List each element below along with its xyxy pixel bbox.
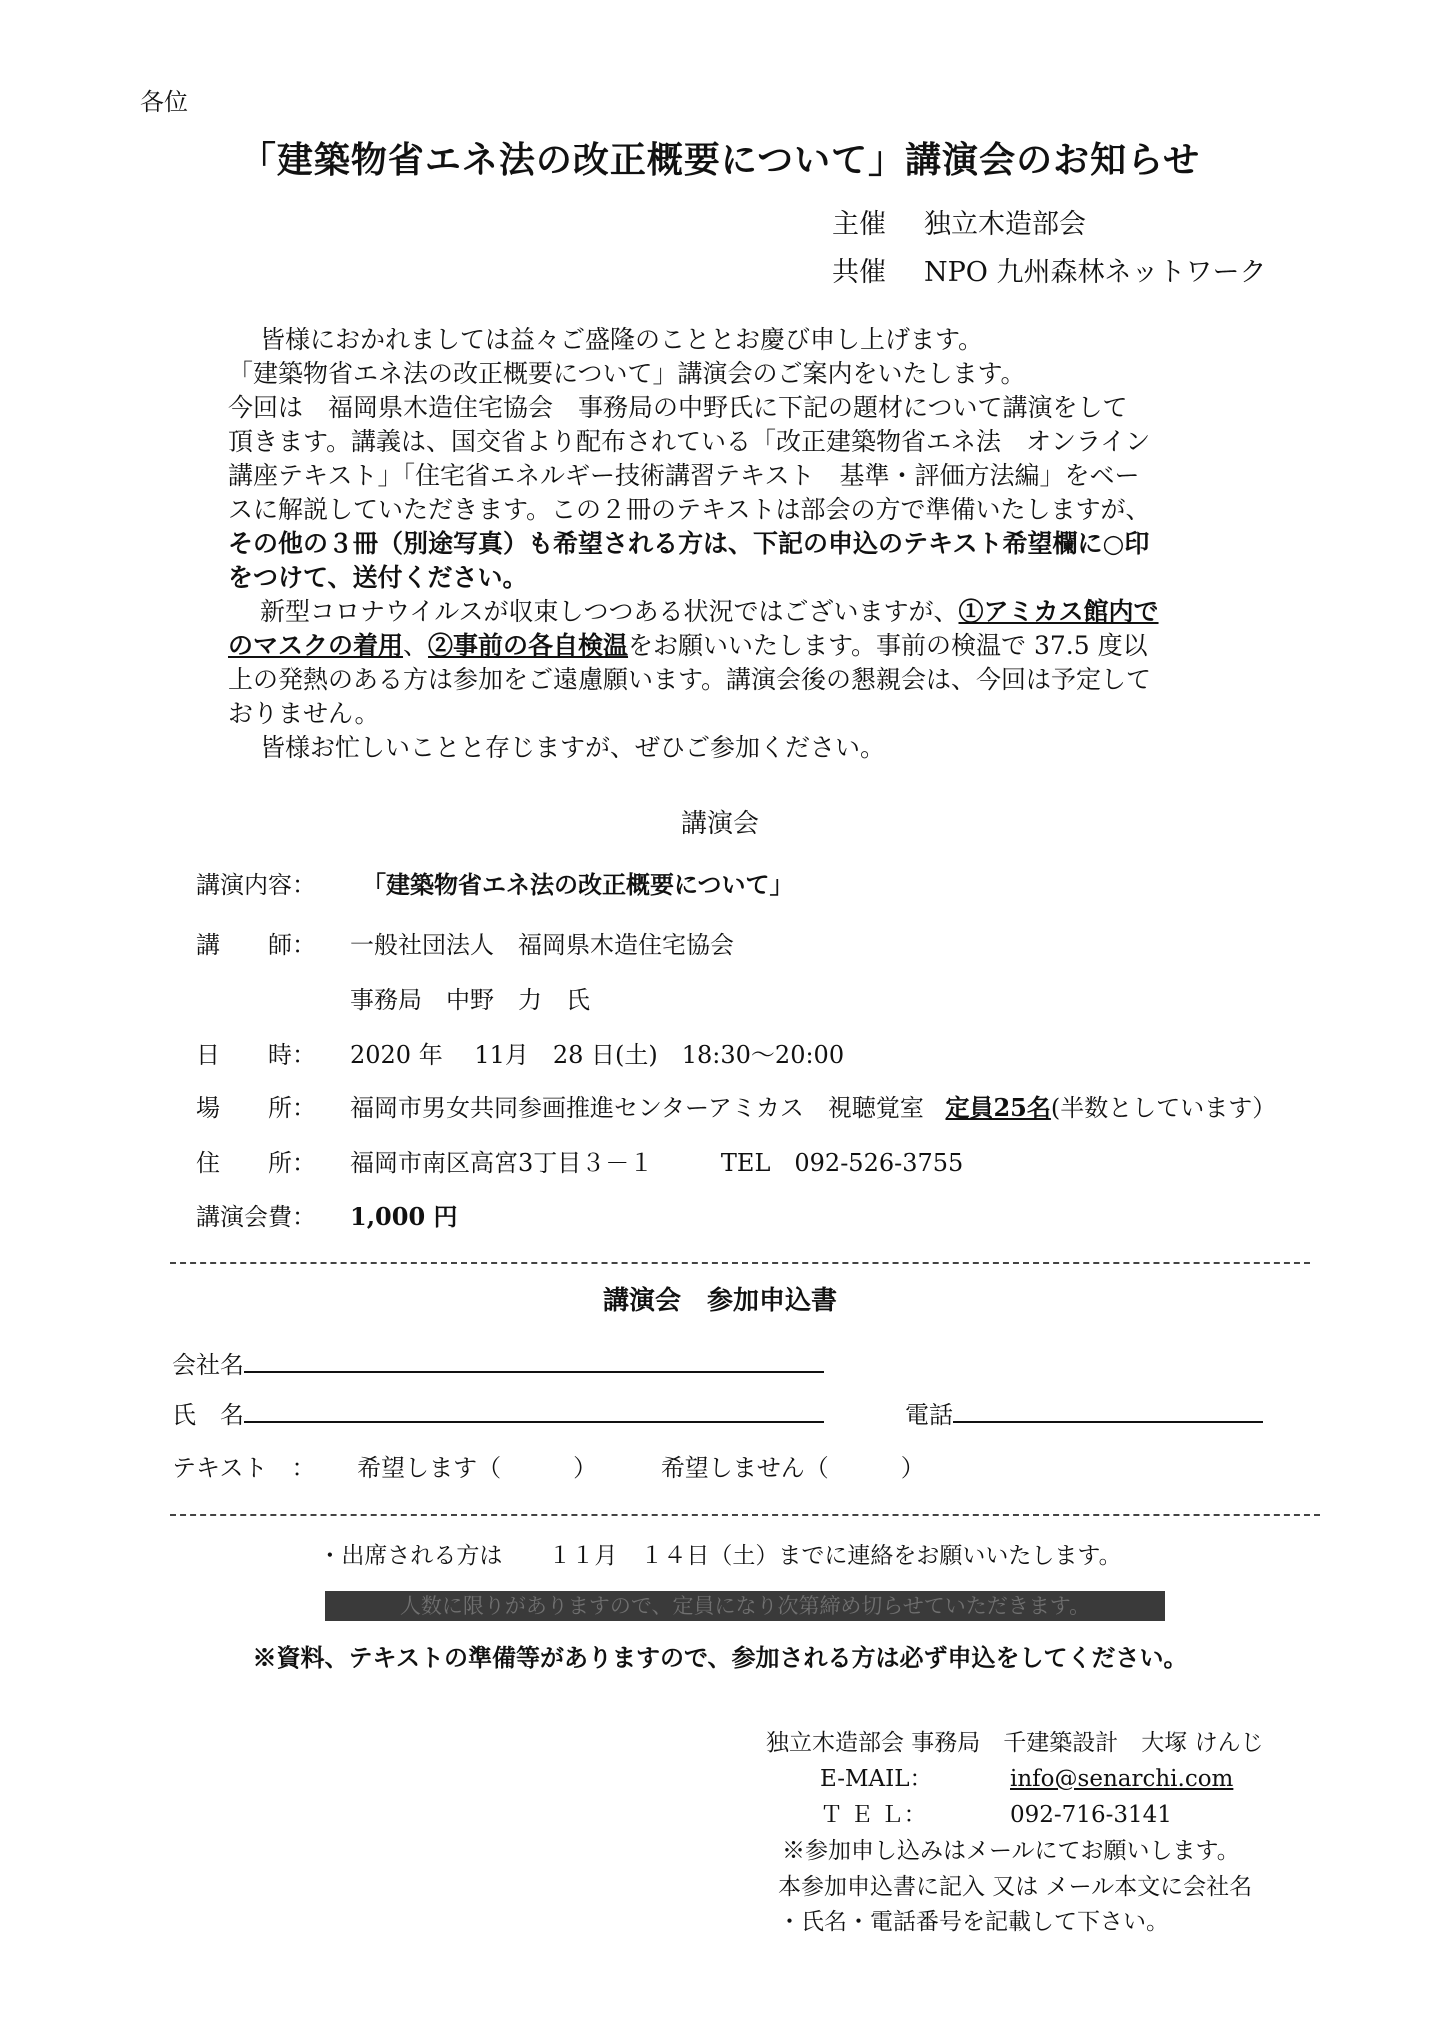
tel-label: Ｔ Ｅ Ｌ： [820,1802,927,1828]
body-line: 皆様お忙しいことと存じますが、ぜひご参加ください。 [260,733,886,762]
company-input-line[interactable] [244,1347,824,1373]
emphasis-mask-2: のマスクの着用 [228,631,404,660]
contact-note-2: 本参加申込書に記入 又は メール本文に会社名 [778,1874,1253,1900]
form-heading: 講演会 参加申込書 [602,1286,837,1316]
venue-row [196,1088,1276,1123]
lecture-heading: 講演会 [680,809,759,839]
text-not-want-option[interactable]: 希望しません（ ） [660,1454,925,1482]
capacity-note: (半数としています） [1050,1094,1277,1122]
body-line: おりません。 [228,699,380,728]
capacity: 定員25名 [945,1093,1051,1122]
contact-tel-row [820,1796,1172,1829]
date-label: 日 時： [196,1041,316,1069]
date-row [196,1035,844,1070]
venue-label: 場 所： [196,1094,316,1122]
contact-email-row [820,1760,1233,1793]
lecturer-name: 事務局 中野 力 氏 [350,986,590,1014]
text-label: テキスト ： [172,1454,316,1482]
body-line: スに解説していただきます。この２冊のテキストは部会の方で準備いたしますが、 [228,495,1151,524]
lecturer-name-row [350,980,590,1015]
body-line: 今回は 福岡県木造住宅協会 事務局の中野氏に下記の題材について講演をして [228,393,1128,422]
cohost-line [832,250,1267,289]
body-line [228,629,1228,663]
body-line: 頂きます。講義は、国交省より配布されている「改正建築物省エネ法 オンライン [228,427,1151,456]
capacity-notice-bar: 人数に限りがありますので、定員になり次第締め切らせていただきます。 [325,1591,1165,1621]
emphasis-temperature: ②事前の各自検温 [428,631,629,660]
host-line [832,202,1086,241]
address-label: 住 所： [196,1149,316,1177]
body-line-text: 新型コロナウイルスが収束しつつある状況ではございますが、 [260,597,959,626]
address-value: 福岡市南区高宮3丁目３－１ [350,1149,654,1177]
addressee: 各位 [140,88,188,116]
body-line-text: をお願いいたします。事前の検温で 37.5 度以 [628,631,1148,660]
materials-note: ※資料、テキストの準備等がありますので、参加される方は必ず申込をしてください。 [252,1643,1188,1672]
contact-org: 独立木造部会 事務局 千建築設計 大塚 けんじ [766,1730,1264,1756]
lecturer-row [196,925,734,960]
body-line: 皆様におかれましては益々ご盛隆のこととお慶び申し上げます。 [260,325,984,354]
name-label: 氏 名 [172,1401,244,1429]
email-label: E-MAIL： [820,1766,933,1792]
document-title: 「建築物省エネ法の改正概要について」講演会のお知らせ [239,139,1201,181]
name-field[interactable] [172,1395,824,1430]
body-line: 上の発熱のある方は参加をご遠慮願います。講演会後の懇親会は、今回は予定して [228,665,1152,694]
content-value: 「建築物省エネ法の改正概要について」 [362,870,794,899]
text-want-option[interactable]: 希望します（ ） [357,1454,598,1482]
body-line: その他の３冊（別途写真）も希望される方は、下記の申込のテキスト希望欄に○印 [228,529,1150,558]
company-label: 会社名 [172,1351,244,1379]
body-line-text: 、 [403,631,429,660]
body-line: 講座テキスト」「住宅省エネルギー技術講習テキスト 基準・評価方法編」をベー [228,461,1140,490]
venue-tel: TEL 092-526-3755 [720,1149,964,1177]
fee-label: 講演会費： [196,1203,316,1231]
email-link[interactable]: info@senarchi.com [1010,1766,1234,1792]
venue-value: 福岡市男女共同参画推進センターアミカス 視聴覚室 [350,1094,924,1122]
phone-input-line[interactable] [953,1397,1263,1423]
lecturer-label: 講 師： [196,931,316,959]
cohost-label: 共催 [832,257,886,288]
body-line: をつけて、送付ください。 [228,563,528,592]
cohost-name: NPO 九州森林ネットワーク [924,257,1267,288]
deadline-note: ・出席される方は １１月 １４日（土）までに連絡をお願いいたします。 [318,1543,1122,1569]
host-name: 独立木造部会 [924,209,1086,240]
fee-row [196,1197,458,1232]
lecture-content-row [196,865,794,900]
contact-note-3: ・氏名・電話番号を記載して下さい。 [778,1909,1169,1935]
emphasis-mask-1: ①アミカス館内で [958,597,1159,626]
body-line: 「建築物省エネ法の改正概要について」講演会のご案内をいたします。 [228,359,1026,388]
address-row [196,1143,963,1178]
body-text [228,323,1228,765]
phone-field[interactable] [905,1395,1263,1430]
tel-value: 092-716-3141 [1010,1802,1172,1828]
host-label: 主催 [832,209,886,240]
date-value: 2020 年 11月 28 日(土) 18:30～20:00 [350,1041,845,1069]
cut-line-bottom [170,1514,1320,1516]
fee-value: 1,000 円 [350,1202,458,1231]
cut-line-top [170,1262,1310,1264]
name-input-line[interactable] [244,1397,824,1423]
body-line [228,595,1228,629]
contact-note-1: ※参加申し込みはメールにてお願いします。 [782,1838,1240,1864]
phone-label: 電話 [905,1401,953,1429]
lecturer-org: 一般社団法人 福岡県木造住宅協会 [350,931,734,959]
company-field[interactable] [172,1345,824,1380]
content-label: 講演内容： [196,871,316,899]
text-field [172,1448,925,1483]
